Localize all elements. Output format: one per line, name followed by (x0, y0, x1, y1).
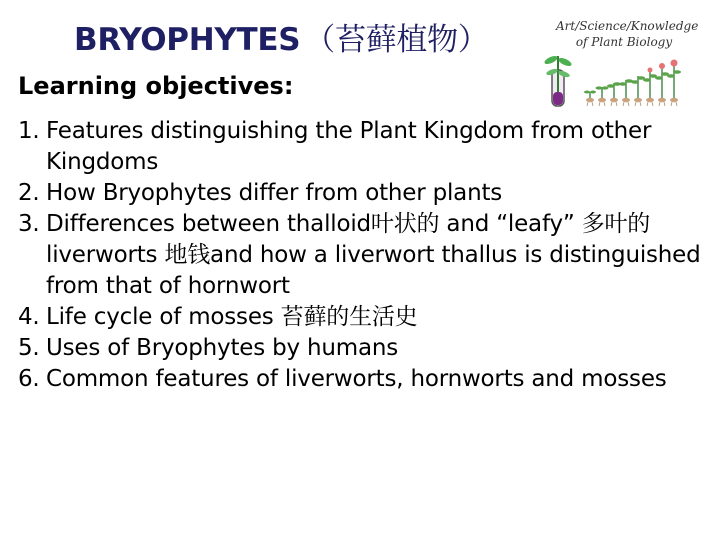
objective-item-4 (18, 302, 708, 333)
objective-item-6 (18, 364, 708, 395)
objective-number: 4. (18, 304, 40, 330)
objective-number: 2. (18, 180, 40, 206)
objective-text: How Bryophytes differ from other plants (46, 180, 503, 206)
objective-item-1 (18, 116, 708, 178)
objective-number: 6. (18, 366, 40, 392)
learning-objectives-heading: Learning objectives: (18, 72, 294, 100)
objective-number: 3. (18, 211, 40, 237)
slide-title-chinese: （苔藓植物） (304, 22, 489, 58)
objective-number: 1. (18, 118, 40, 144)
objective-text: Common features of liverworts, hornworts and mosses (46, 366, 667, 392)
plant-growth-logo-icon (540, 48, 690, 112)
objective-text: Features distinguishing the Plant Kingdom from other Kingdoms (46, 118, 652, 175)
objective-text: Life cycle of mosses 苔藓的生活史 (46, 304, 418, 330)
objective-item-2 (18, 178, 708, 209)
objective-item-5 (18, 333, 708, 364)
logo-caption (556, 18, 699, 50)
slide-title-text: BRYOPHYTES (74, 22, 301, 58)
objective-text: Uses of Bryophytes by humans (46, 335, 399, 361)
logo-caption-line2: of Plant Biology (575, 35, 673, 49)
slide-title (74, 14, 488, 59)
logo-caption-line1: Art/Science/Knowledge (556, 19, 699, 33)
objective-number: 5. (18, 335, 40, 361)
objective-text: Differences between thalloid叶状的 and “leafy” 多叶的liverworts 地钱and how a liverwort thallus is distinguished from that of hornwort (46, 211, 701, 299)
objectives-list (18, 116, 708, 395)
objective-item-3 (18, 209, 708, 302)
